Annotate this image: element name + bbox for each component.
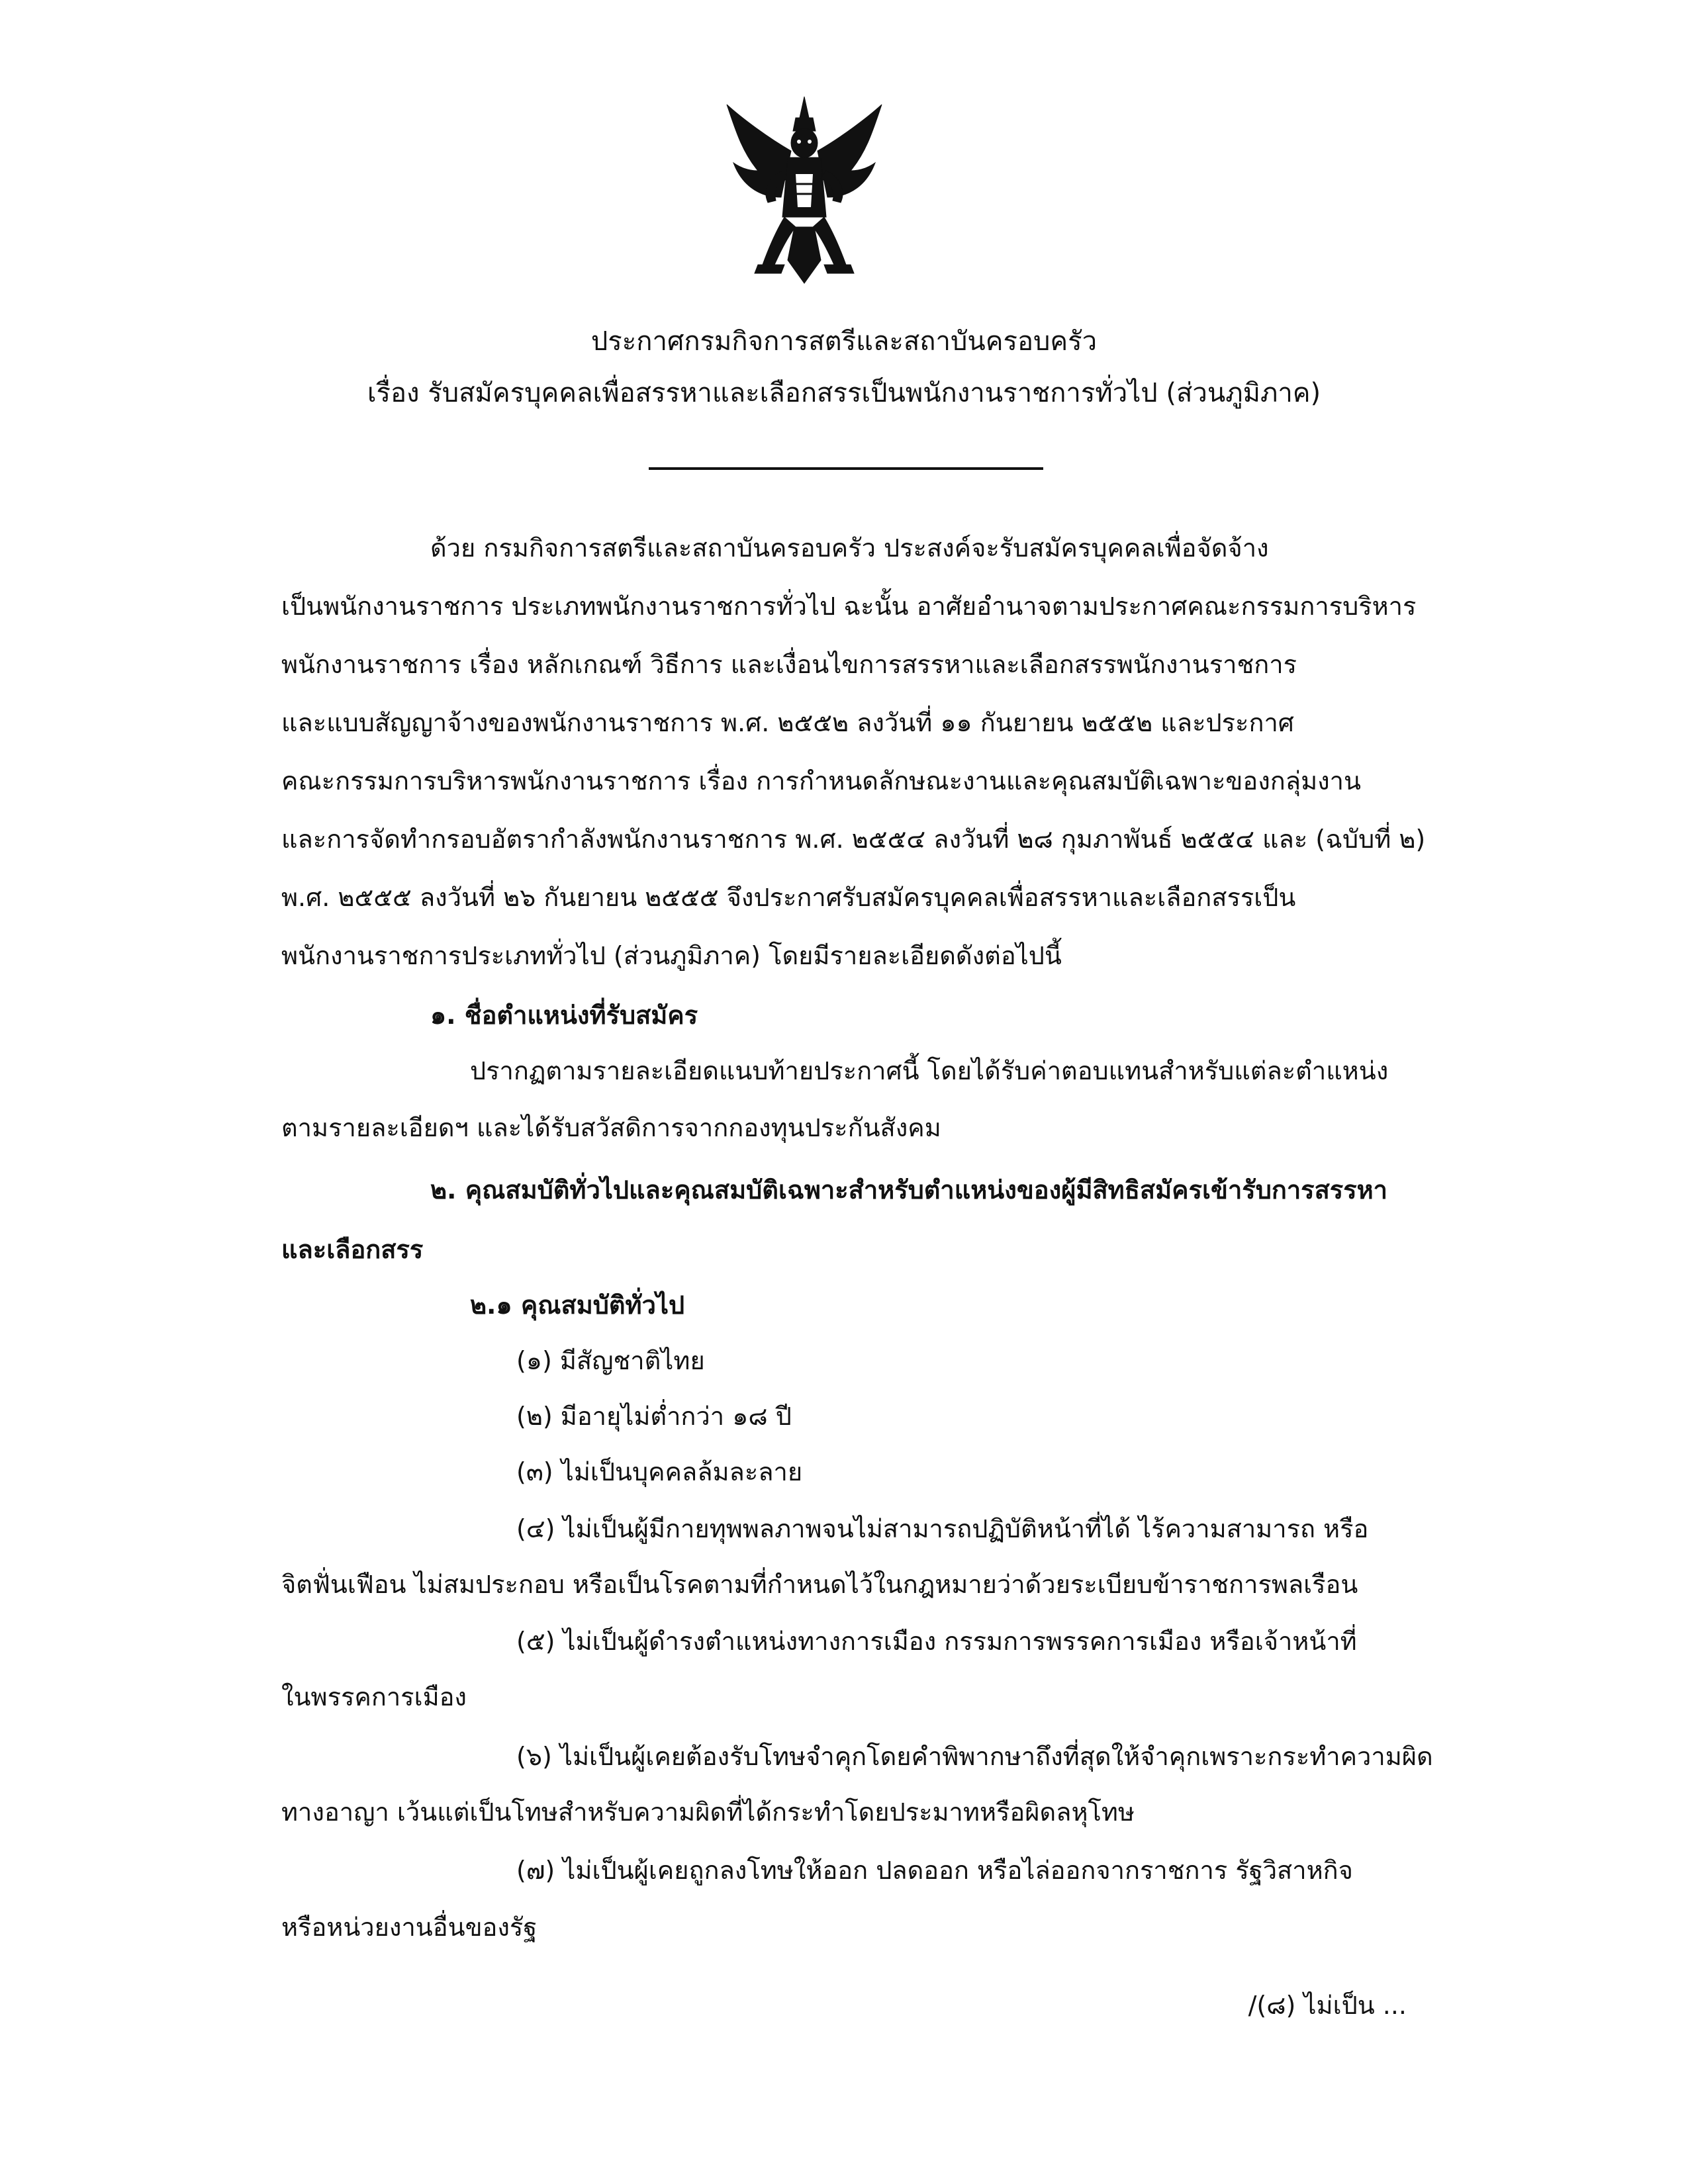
continued-marker: /(๘) ไม่เป็น ... bbox=[1248, 1991, 1407, 2020]
qualification-item-continued: จิตฟั่นเฟือน ไม่สมประกอบ หรือเป็นโรคตามที่กำหนดไว้ในกฎหมายว่าด้วยระเบียบข้าราชการพลเรือน bbox=[281, 1570, 1358, 1599]
garuda-emblem-icon bbox=[722, 91, 887, 290]
qualification-item: (๗) ไม่เป็นผู้เคยถูกลงโทษให้ออก ปลดออก หรือไล่ออกจากราชการ รัฐวิสาหกิจ bbox=[516, 1856, 1353, 1885]
qualification-item: (๔) ไม่เป็นผู้มีกายทุพพลภาพจนไม่สามารถปฏิบัติหน้าที่ได้ ไร้ความสามารถ หรือ bbox=[516, 1514, 1369, 1543]
paragraph-line: พ.ศ. ๒๕๕๕ ลงวันที่ ๒๖ กันยายน ๒๕๕๕ จึงประกาศรับสมัครบุคคลเพื่อสรรหาและเลือกสรรเป็น bbox=[281, 883, 1296, 912]
paragraph-line: ด้วย กรมกิจการสตรีและสถาบันครอบครัว ประสงค์จะรับสมัครบุคคลเพื่อจัดจ้าง bbox=[430, 533, 1269, 563]
paragraph-line: ปรากฏตามรายละเอียดแนบท้ายประกาศนี้ โดยได้รับค่าตอบแทนสำหรับแต่ละตำแหน่ง bbox=[470, 1056, 1389, 1085]
section-heading: ๑. ชื่อตำแหน่งที่รับสมัคร bbox=[430, 1001, 698, 1030]
section-heading-continued: และเลือกสรร bbox=[281, 1235, 424, 1264]
qualification-item: (๒) มีอายุไม่ต่ำกว่า ๑๘ ปี bbox=[516, 1402, 792, 1431]
qualification-item-continued: หรือหน่วยงานอื่นของรัฐ bbox=[281, 1913, 538, 1942]
announcement-title: ประกาศกรมกิจการสตรีและสถาบันครอบครัว bbox=[590, 326, 1098, 357]
paragraph-line: เป็นพนักงานราชการ ประเภทพนักงานราชการทั่วไป ฉะนั้น อาศัยอำนาจตามประกาศคณะกรรมการบริหาร bbox=[281, 592, 1417, 621]
paragraph-line: และแบบสัญญาจ้างของพนักงานราชการ พ.ศ. ๒๕๕๒ ลงวันที่ ๑๑ กันยายน ๒๕๕๒ และประกาศ bbox=[281, 708, 1294, 737]
paragraph-line: และการจัดทำกรอบอัตรากำลังพนักงานราชการ พ.ศ. ๒๕๕๔ ลงวันที่ ๒๘ กุมภาพันธ์ ๒๕๕๔ และ (ฉบับที่ ๒) bbox=[281, 825, 1426, 854]
title-divider bbox=[649, 467, 1043, 470]
qualification-item: (๖) ไม่เป็นผู้เคยต้องรับโทษจำคุกโดยคำพิพากษาถึงที่สุดให้จำคุกเพราะกระทำความผิด bbox=[516, 1742, 1433, 1771]
qualification-item: (๓) ไม่เป็นบุคคลล้มละลาย bbox=[516, 1457, 803, 1486]
qualification-item: (๕) ไม่เป็นผู้ดำรงตำแหน่งทางการเมือง กรรมการพรรคการเมือง หรือเจ้าหน้าที่ bbox=[516, 1627, 1357, 1656]
paragraph-line: พนักงานราชการประเภททั่วไป (ส่วนภูมิภาค) โดยมีรายละเอียดดังต่อไปนี้ bbox=[281, 941, 1062, 970]
section-heading: ๒. คุณสมบัติทั่วไปและคุณสมบัติเฉพาะสำหรับตำแหน่งของผู้มีสิทธิสมัครเข้ารับการสรรหา bbox=[430, 1175, 1387, 1205]
subsection-heading: ๒.๑ คุณสมบัติทั่วไป bbox=[470, 1291, 685, 1320]
qualification-item-continued: ทางอาญา เว้นแต่เป็นโทษสำหรับความผิดที่ได้กระทำโดยประมาทหรือผิดลหุโทษ bbox=[281, 1797, 1135, 1827]
paragraph-line: คณะกรรมการบริหารพนักงานราชการ เรื่อง การกำหนดลักษณะงานและคุณสมบัติเฉพาะของกลุ่มงาน bbox=[281, 766, 1361, 796]
paragraph-line: พนักงานราชการ เรื่อง หลักเกณฑ์ วิธีการ และเงื่อนไขการสรรหาและเลือกสรรพนักงานราชการ bbox=[281, 650, 1297, 679]
qualification-item-continued: ในพรรคการเมือง bbox=[281, 1682, 467, 1711]
paragraph-line: ตามรายละเอียดฯ และได้รับสวัสดิการจากกองทุนประกันสังคม bbox=[281, 1113, 941, 1142]
announcement-subject: เรื่อง รับสมัครบุคคลเพื่อสรรหาและเลือกสรรเป็นพนักงานราชการทั่วไป (ส่วนภูมิภาค) bbox=[367, 378, 1321, 408]
qualification-item: (๑) มีสัญชาติไทย bbox=[516, 1346, 705, 1375]
